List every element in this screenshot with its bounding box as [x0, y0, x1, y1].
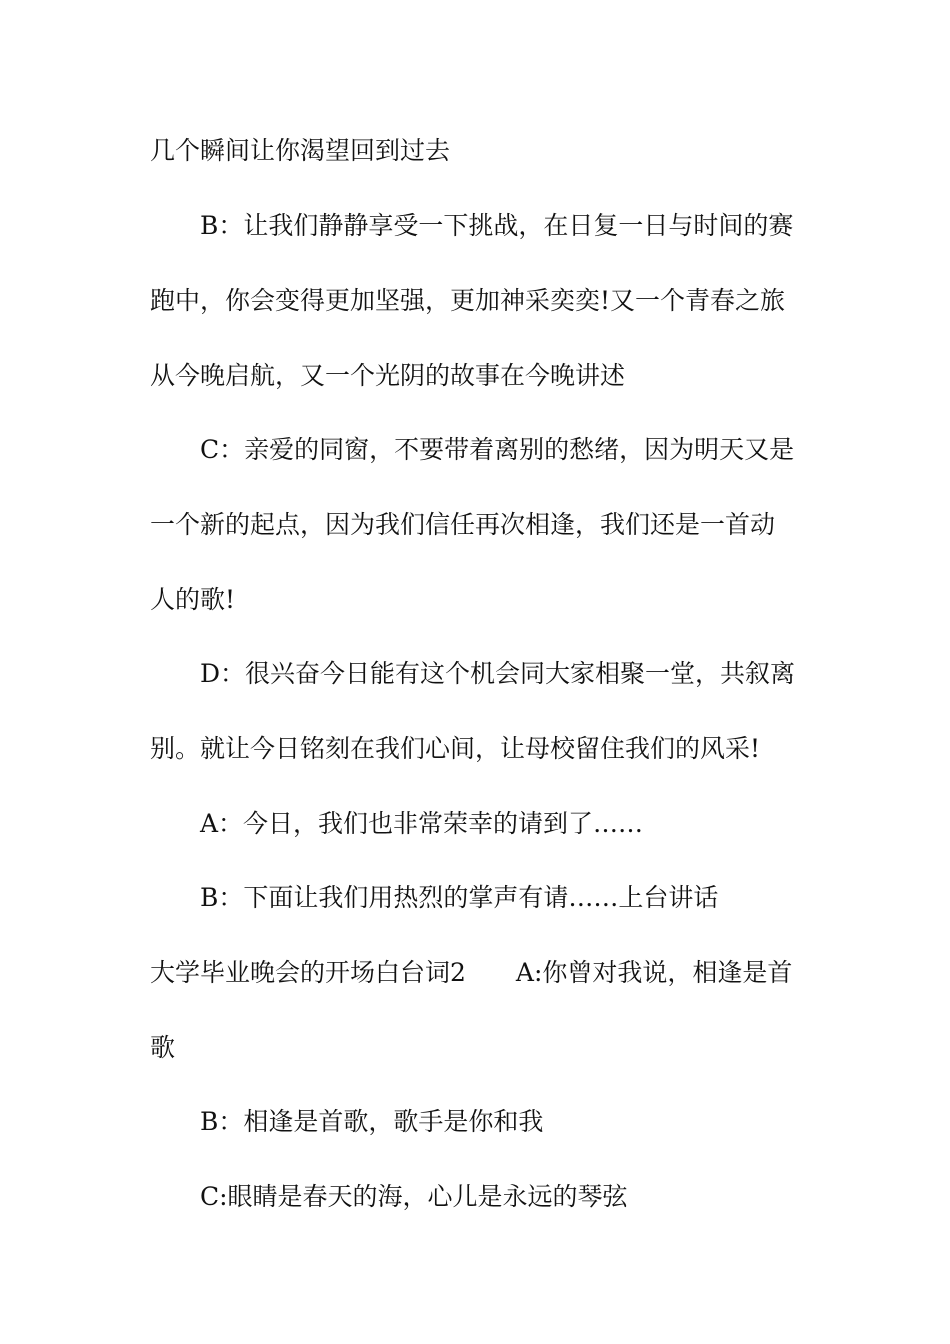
- text-line: B：让我们静静享受一下挑战，在日复一日与时间的赛: [200, 211, 794, 240]
- text-line: B：下面让我们用热烈的掌声有请……上台讲话: [200, 883, 719, 912]
- text-line: 跑中，你会变得更加坚强，更加神采奕奕!又一个青春之旅: [150, 286, 786, 315]
- text-line: D：很兴奋今日能有这个机会同大家相聚一堂，共叙离: [200, 659, 796, 688]
- text-line: 歌: [150, 1033, 176, 1062]
- text-line: C:眼睛是春天的海，心儿是永远的琴弦: [200, 1182, 628, 1211]
- text-line: 人的歌!: [150, 585, 236, 614]
- text-line: 大学毕业晚会的开场白台词2 A:你曾对我说，相逢是首: [150, 958, 793, 987]
- text-line: A：今日，我们也非常荣幸的请到了……: [200, 809, 644, 838]
- text-line: 别。就让今日铭刻在我们心间，让母校留住我们的风采!: [150, 734, 761, 763]
- text-line: 一个新的起点，因为我们信任再次相逢，我们还是一首动: [150, 510, 776, 539]
- text-line: C：亲爱的同窗，不要带着离别的愁绪，因为明天又是: [200, 435, 795, 464]
- text-line: 几个瞬间让你渴望回到过去: [150, 136, 451, 165]
- text-line: 从今晚启航，又一个光阴的故事在今晚讲述: [150, 361, 626, 390]
- text-line: B：相逢是首歌，歌手是你和我: [200, 1107, 544, 1136]
